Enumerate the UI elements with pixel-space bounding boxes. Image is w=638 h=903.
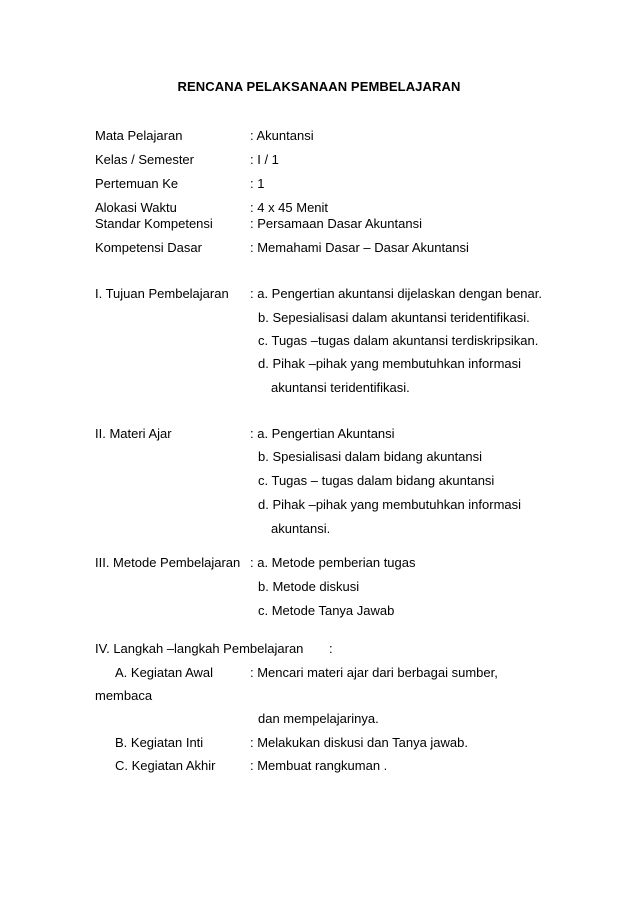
section-label: II. Materi Ajar (95, 426, 172, 441)
identity-value: : 1 (250, 176, 265, 191)
list-item: d. Pihak –pihak yang membutuhkan informasi (258, 356, 522, 371)
list-item: b. Metode diskusi (258, 579, 360, 594)
list-item: d. Pihak –pihak yang membutuhkan informasi (258, 497, 522, 512)
identity-value: : I / 1 (250, 152, 279, 167)
kegiatan-wrap-text: membaca (95, 688, 153, 703)
list-item: b. Sepesialisasi dalam akuntansi teridentifikasi. (258, 310, 530, 325)
list-item-continuation: akuntansi teridentifikasi. (271, 380, 410, 395)
document-title: RENCANA PELAKSANAAN PEMBELAJARAN (177, 79, 461, 94)
section-label: III. Metode Pembelajaran (95, 555, 241, 570)
kegiatan-label: B. Kegiatan Inti (115, 735, 204, 750)
section-label: I. Tujuan Pembelajaran (95, 286, 229, 301)
section-colon: : (329, 641, 333, 656)
identity-label: Standar Kompetensi (95, 216, 213, 231)
kegiatan-value: : Melakukan diskusi dan Tanya jawab. (250, 735, 468, 750)
identity-label: Mata Pelajaran (95, 128, 183, 143)
kegiatan-label: C. Kegiatan Akhir (115, 758, 216, 773)
identity-label: Alokasi Waktu (95, 200, 177, 215)
kegiatan-continuation: dan mempelajarinya. (258, 711, 379, 726)
identity-label: Kompetensi Dasar (95, 240, 202, 255)
list-item: c. Tugas –tugas dalam akuntansi terdiskripsikan. (258, 333, 539, 348)
identity-label: Kelas / Semester (95, 152, 194, 167)
list-item: b. Spesialisasi dalam bidang akuntansi (258, 449, 483, 464)
identity-label: Pertemuan Ke (95, 176, 179, 191)
kegiatan-label: A. Kegiatan Awal (115, 665, 214, 680)
kegiatan-value: : Mencari materi ajar dari berbagai sumber, (250, 665, 498, 680)
list-item: c. Metode Tanya Jawab (258, 603, 395, 618)
identity-value: : Memahami Dasar – Dasar Akuntansi (250, 240, 469, 255)
list-item: : a. Pengertian Akuntansi (250, 426, 395, 441)
list-item-continuation: akuntansi. (271, 521, 331, 536)
identity-value: : Persamaan Dasar Akuntansi (250, 216, 422, 231)
identity-value: : 4 x 45 Menit (250, 200, 329, 215)
list-item: c. Tugas – tugas dalam bidang akuntansi (258, 473, 495, 488)
kegiatan-value: : Membuat rangkuman . (250, 758, 388, 773)
identity-value: : Akuntansi (250, 128, 314, 143)
list-item: : a. Pengertian akuntansi dijelaskan dengan benar. (250, 286, 542, 301)
list-item: : a. Metode pemberian tugas (250, 555, 416, 570)
section-label: IV. Langkah –langkah Pembelajaran (95, 641, 304, 656)
